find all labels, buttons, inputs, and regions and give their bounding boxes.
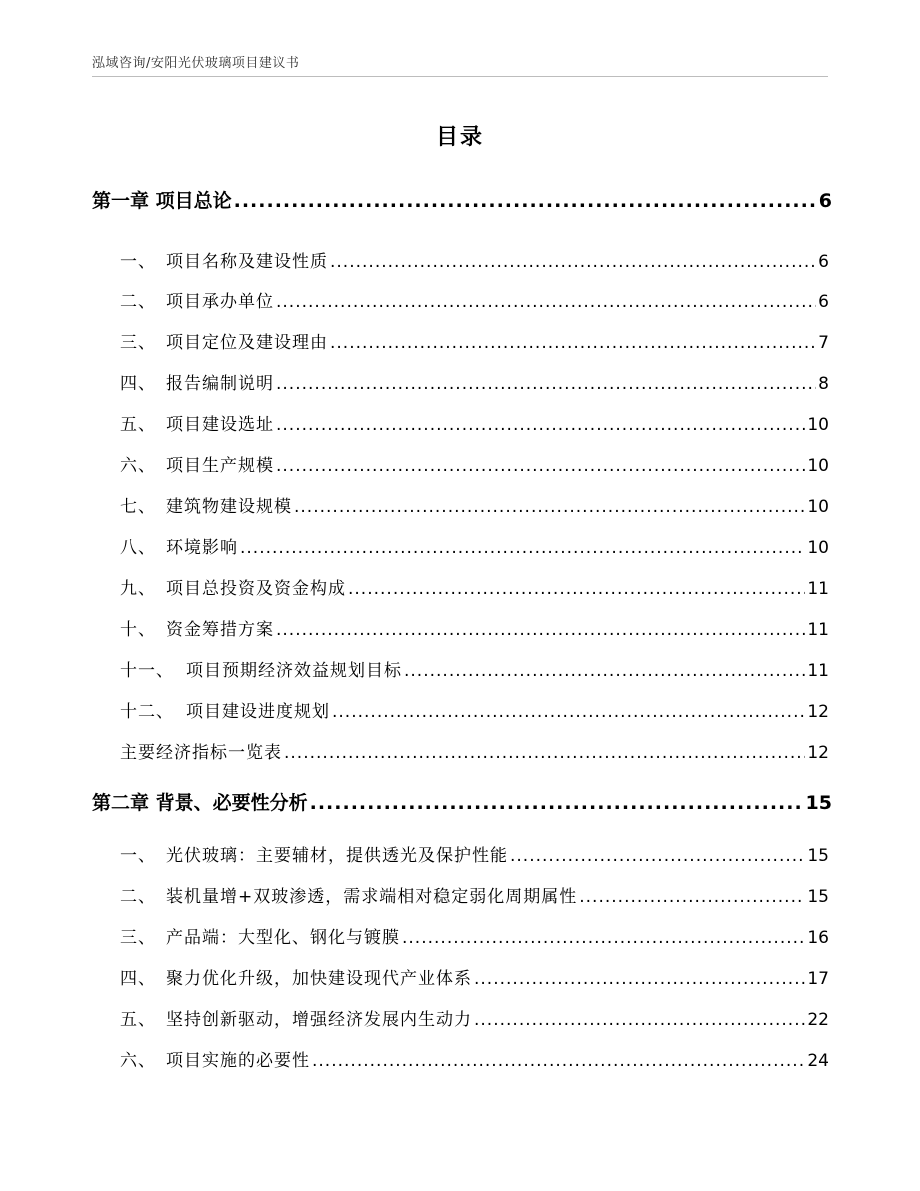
dot-leader <box>348 579 805 599</box>
page-number: 17 <box>807 969 829 989</box>
entry-label <box>120 964 472 989</box>
entry-number: 八、 <box>120 538 156 558</box>
entry-title: 报告编制说明 <box>166 374 274 394</box>
dot-leader <box>276 292 816 312</box>
entry-number: 五、 <box>120 415 156 435</box>
page-number: 16 <box>807 928 829 948</box>
entry-label <box>120 369 274 394</box>
toc-title: 目录 <box>435 125 484 150</box>
entry-title: 项目预期经济效益规划目标 <box>186 661 402 681</box>
page-number: 15 <box>805 792 832 814</box>
dot-leader <box>330 333 816 353</box>
page-number: 11 <box>807 661 829 681</box>
toc-entry[interactable] <box>120 533 829 558</box>
dot-leader <box>294 497 805 517</box>
page-number: 22 <box>807 1010 829 1030</box>
entry-label <box>120 738 282 763</box>
header-rule <box>92 76 828 77</box>
entry-label <box>120 1005 472 1030</box>
entry-label <box>120 533 238 558</box>
toc-entry[interactable] <box>120 287 829 312</box>
toc-chapter-2[interactable] <box>92 788 832 815</box>
dot-leader <box>330 252 816 272</box>
entry-title: 项目实施的必要性 <box>166 1051 310 1071</box>
entry-number: 六、 <box>120 456 156 476</box>
entry-number: 十一、 <box>120 661 174 681</box>
entry-number: 九、 <box>120 579 156 599</box>
entry-number: 十、 <box>120 620 156 640</box>
toc-entry[interactable] <box>120 738 829 763</box>
page-number: 10 <box>807 497 829 517</box>
entry-label <box>120 492 292 517</box>
entry-title: 产品端：大型化、钢化与镀膜 <box>166 928 400 948</box>
entry-title: 资金筹措方案 <box>166 620 274 640</box>
entry-title: 坚持创新驱动，增强经济发展内生动力 <box>166 1010 472 1030</box>
toc-entry[interactable] <box>120 964 829 989</box>
entry-title: 项目建设进度规划 <box>186 702 330 722</box>
page-number: 15 <box>807 887 829 907</box>
page-number: 15 <box>807 846 829 866</box>
dot-leader <box>310 792 804 814</box>
toc-entry[interactable] <box>120 451 829 476</box>
page-number: 12 <box>807 743 829 763</box>
entry-number: 一、 <box>120 252 156 272</box>
toc-entry[interactable] <box>120 410 829 435</box>
page-number: 6 <box>818 252 829 272</box>
page-number: 6 <box>818 190 832 212</box>
page-number: 10 <box>807 538 829 558</box>
entry-label <box>120 328 328 353</box>
dot-leader <box>234 190 817 212</box>
entry-label <box>120 841 508 866</box>
entry-number: 六、 <box>120 1051 156 1071</box>
toc-entry[interactable] <box>120 1046 829 1071</box>
dot-leader <box>332 702 805 722</box>
entry-title: 项目建设选址 <box>166 415 274 435</box>
entry-title: 建筑物建设规模 <box>166 497 292 517</box>
entry-number: 四、 <box>120 969 156 989</box>
chapter-title: 第二章 背景、必要性分析 <box>92 792 308 814</box>
page-number: 6 <box>818 292 829 312</box>
entry-title: 环境影响 <box>166 538 238 558</box>
page-number: 10 <box>807 415 829 435</box>
entry-label <box>120 451 274 476</box>
entry-label <box>120 1046 310 1071</box>
toc-entry[interactable] <box>120 574 829 599</box>
toc-chapter-1[interactable] <box>92 186 832 213</box>
page-number: 12 <box>807 702 829 722</box>
entry-label <box>120 615 274 640</box>
entry-label <box>120 247 328 272</box>
entry-title: 项目定位及建设理由 <box>166 333 328 353</box>
entry-title: 项目生产规模 <box>166 456 274 476</box>
page-number: 8 <box>818 374 829 394</box>
entry-title: 聚力优化升级，加快建设现代产业体系 <box>166 969 472 989</box>
entry-number: 十二、 <box>120 702 174 722</box>
toc-entry[interactable] <box>120 328 829 353</box>
entry-title: 项目名称及建设性质 <box>166 252 328 272</box>
dot-leader <box>284 743 805 763</box>
dot-leader <box>276 374 816 394</box>
dot-leader <box>404 661 805 681</box>
page-number: 7 <box>818 333 829 353</box>
entry-number: 二、 <box>120 887 156 907</box>
entry-title: 装机量增+双玻渗透，需求端相对稳定弱化周期属性 <box>166 887 578 907</box>
entry-title: 光伏玻璃：主要辅材，提供透光及保护性能 <box>166 846 508 866</box>
page-header: 泓域咨询/安阳光伏玻璃项目建议书 <box>92 56 300 71</box>
entry-label <box>120 656 402 681</box>
entry-number: 二、 <box>120 292 156 312</box>
toc-entry[interactable] <box>120 492 829 517</box>
toc-entry[interactable] <box>120 697 829 722</box>
entry-label <box>120 882 577 907</box>
entry-title: 主要经济指标一览表 <box>120 743 282 763</box>
dot-leader <box>276 456 805 476</box>
toc-entry[interactable] <box>120 615 829 640</box>
dot-leader <box>276 620 805 640</box>
entry-title: 项目总投资及资金构成 <box>166 579 346 599</box>
entry-number: 四、 <box>120 374 156 394</box>
entry-label <box>120 287 274 312</box>
toc-entry[interactable] <box>120 923 829 948</box>
page-number: 11 <box>807 579 829 599</box>
dot-leader <box>510 846 805 866</box>
dot-leader <box>579 887 805 907</box>
dot-leader <box>474 1010 805 1030</box>
dot-leader <box>312 1051 805 1071</box>
dot-leader <box>474 969 805 989</box>
entry-number: 三、 <box>120 333 156 353</box>
entry-title: 项目承办单位 <box>166 292 274 312</box>
dot-leader <box>240 538 805 558</box>
entry-number: 一、 <box>120 846 156 866</box>
dot-leader <box>402 928 805 948</box>
entry-label <box>120 697 330 722</box>
entry-label <box>120 923 400 948</box>
chapter-title: 第一章 项目总论 <box>92 190 232 212</box>
page-number: 10 <box>807 456 829 476</box>
entry-number: 七、 <box>120 497 156 517</box>
page-number: 24 <box>807 1051 829 1071</box>
entry-number: 三、 <box>120 928 156 948</box>
entry-number: 五、 <box>120 1010 156 1030</box>
toc-entry[interactable] <box>120 1005 829 1030</box>
toc-entry[interactable] <box>120 882 829 907</box>
dot-leader <box>276 415 805 435</box>
toc-entry[interactable] <box>120 656 829 681</box>
toc-entry[interactable] <box>120 247 829 272</box>
entry-label <box>120 410 274 435</box>
toc-entry[interactable] <box>120 841 829 866</box>
page-number: 11 <box>807 620 829 640</box>
entry-label <box>120 574 346 599</box>
toc-entry[interactable] <box>120 369 829 394</box>
